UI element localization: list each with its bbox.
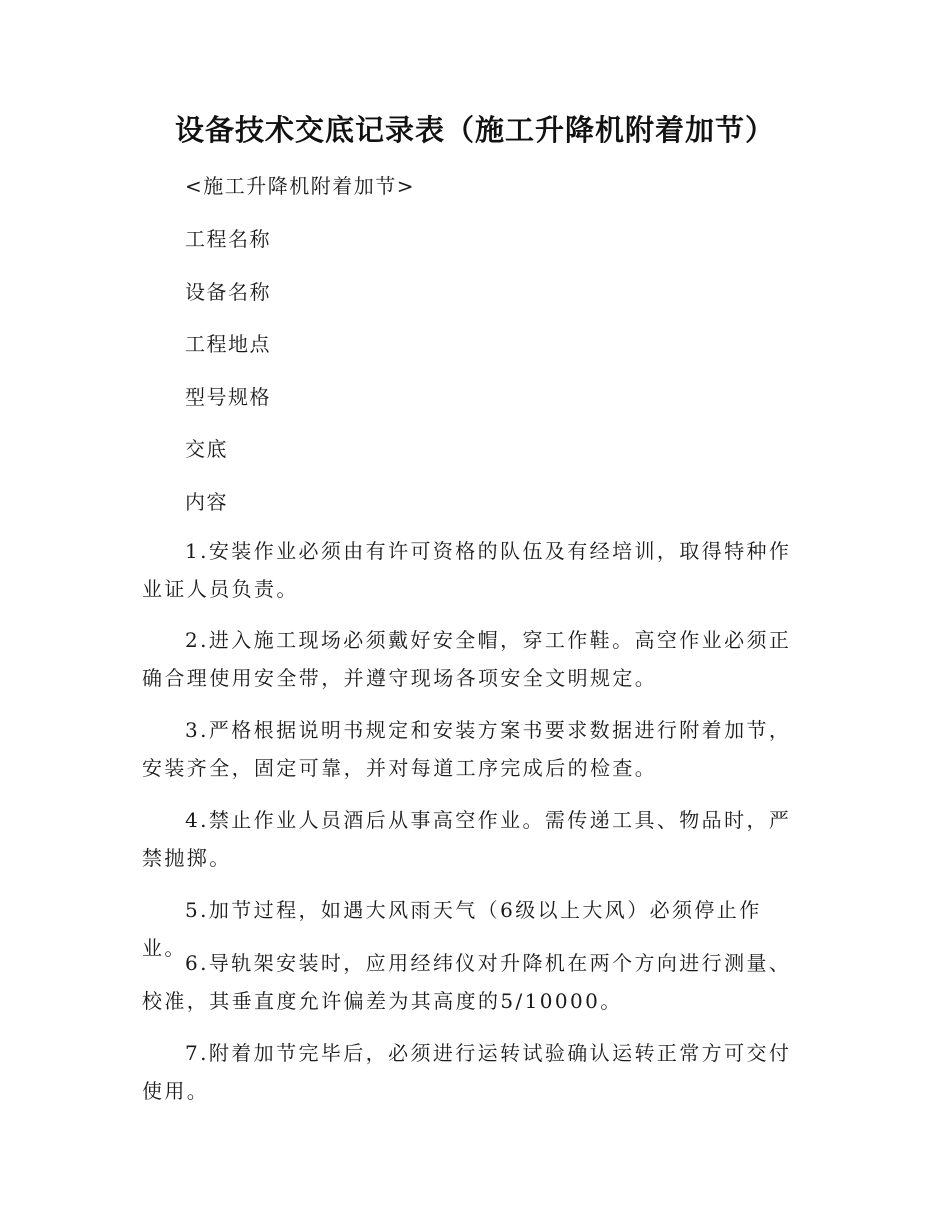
briefing-item-3: 3.严格根据说明书规定和安装方案书要求数据进行附着加节，安装齐全，固定可靠，并对每道工序完成后的检查。 <box>142 718 792 780</box>
field-label-project-location: 工程地点 <box>185 332 271 356</box>
field-label-equipment-name: 设备名称 <box>185 280 271 304</box>
field-label-model-spec: 型号规格 <box>185 385 271 409</box>
briefing-item-7: 7.附着加节完毕后，必须进行运转试验确认运转正常方可交付使用。 <box>142 1041 792 1103</box>
briefing-item-4: 4.禁止作业人员酒后从事高空作业。需传递工具、物品时，严禁抛掷。 <box>142 808 792 870</box>
briefing-item-6: 6.导轨架安装时，应用经纬仪对升降机在两个方向进行测量、校准，其垂直度允许偏差为其高度的5/10000。 <box>142 951 792 1013</box>
document-title: 设备技术交底记录表（施工升降机附着加节） <box>174 113 775 147</box>
field-label-briefing: 交底 <box>185 437 228 461</box>
briefing-item-1: 1.安装作业必须由有许可资格的队伍及有经培训，取得特种作业证人员负责。 <box>142 539 792 601</box>
field-label-project-name: 工程名称 <box>185 227 271 251</box>
document-subtitle: <施工升降机附着加节> <box>185 174 416 198</box>
briefing-item-5: 5.加节过程，如遇大风雨天气（6级以上大风）必须停止作业。 <box>142 898 762 960</box>
field-label-content: 内容 <box>185 490 228 514</box>
briefing-item-2: 2.进入施工现场必须戴好安全帽，穿工作鞋。高空作业必须正确合理使用安全带，并遵守现场各项安全文明规定。 <box>142 628 792 690</box>
